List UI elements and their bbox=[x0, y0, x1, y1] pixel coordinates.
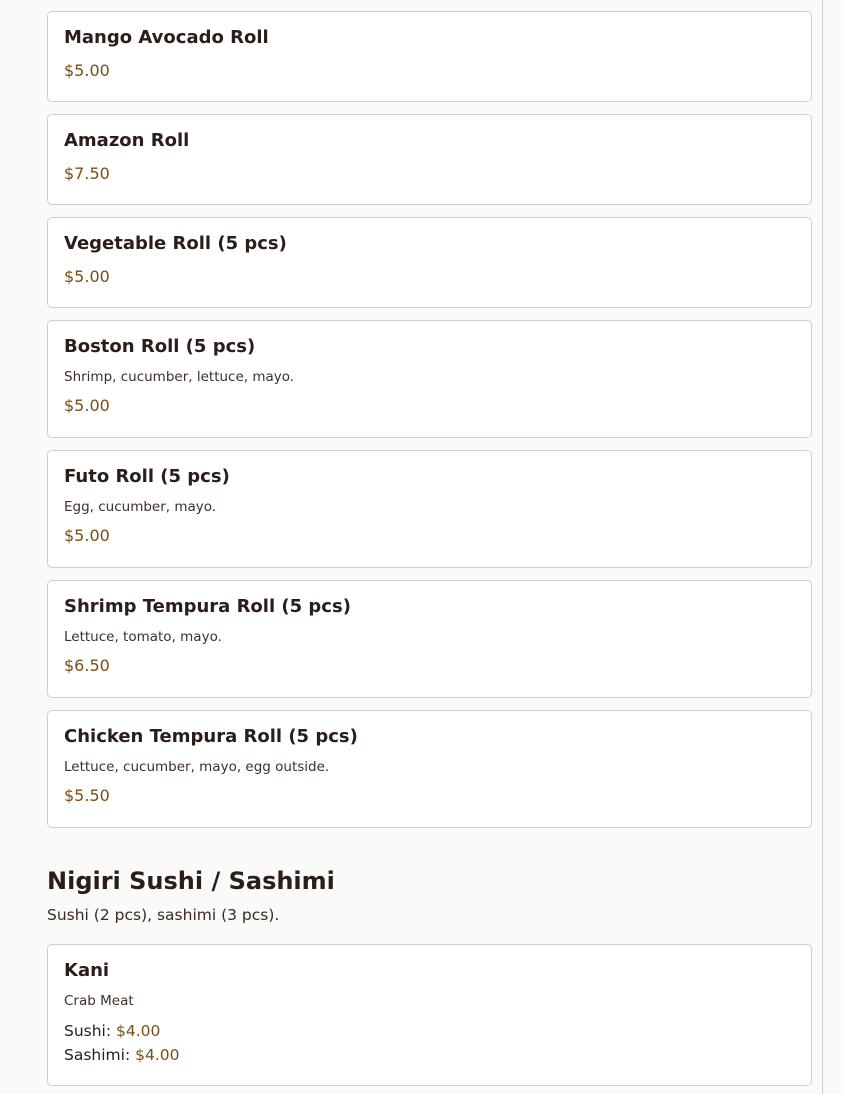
menu-item-name: Amazon Roll bbox=[64, 130, 190, 151]
sushi-price-label: Sushi: bbox=[64, 1022, 112, 1040]
menu-item-name: Mango Avocado Roll bbox=[64, 27, 269, 48]
menu-item-price: $5.00 bbox=[64, 61, 110, 80]
menu-item-name: Futo Roll (5 pcs) bbox=[64, 466, 230, 487]
menu-item-card[interactable] bbox=[47, 580, 812, 698]
menu-item-card[interactable] bbox=[47, 320, 812, 438]
menu-item-name: Kani bbox=[64, 960, 110, 981]
sushi-price: $4.00 bbox=[116, 1022, 161, 1040]
menu-item-description: Lettuce, cucumber, mayo, egg outside. bbox=[64, 759, 330, 775]
menu-item-card[interactable] bbox=[47, 11, 812, 102]
menu-item-card[interactable] bbox=[47, 944, 812, 1086]
page-right-border bbox=[822, 0, 823, 1094]
menu-item-price: $5.00 bbox=[64, 396, 110, 415]
section-description: Sushi (2 pcs), sashimi (3 pcs). bbox=[47, 906, 280, 924]
menu-item-description: Shrimp, cucumber, lettuce, mayo. bbox=[64, 369, 295, 385]
sashimi-price-label: Sashimi: bbox=[64, 1046, 131, 1064]
sashimi-price: $4.00 bbox=[135, 1046, 180, 1064]
sashimi-price-line bbox=[64, 1043, 795, 1067]
menu-item-price: $5.00 bbox=[64, 267, 110, 286]
menu-item-price: $7.50 bbox=[64, 164, 110, 183]
section-title: Nigiri Sushi / Sashimi bbox=[47, 867, 335, 895]
menu-item-description: Egg, cucumber, mayo. bbox=[64, 499, 217, 515]
menu-item-name: Boston Roll (5 pcs) bbox=[64, 336, 256, 357]
menu-item-name: Shrimp Tempura Roll (5 pcs) bbox=[64, 596, 351, 617]
sushi-price-line bbox=[64, 1019, 795, 1043]
menu-item-description: Crab Meat bbox=[64, 993, 134, 1009]
menu-item-name: Vegetable Roll (5 pcs) bbox=[64, 233, 287, 254]
menu-item-description: Lettuce, tomato, mayo. bbox=[64, 629, 222, 645]
menu-item-card[interactable] bbox=[47, 217, 812, 308]
menu-item-card[interactable] bbox=[47, 114, 812, 205]
menu-item-card[interactable] bbox=[47, 710, 812, 828]
menu-item-card[interactable] bbox=[47, 450, 812, 568]
menu-item-price: $5.00 bbox=[64, 526, 110, 545]
menu-item-price: $5.50 bbox=[64, 786, 110, 805]
menu-item-price-list bbox=[64, 1019, 795, 1067]
menu-item-name: Chicken Tempura Roll (5 pcs) bbox=[64, 726, 358, 747]
menu-item-price: $6.50 bbox=[64, 656, 110, 675]
